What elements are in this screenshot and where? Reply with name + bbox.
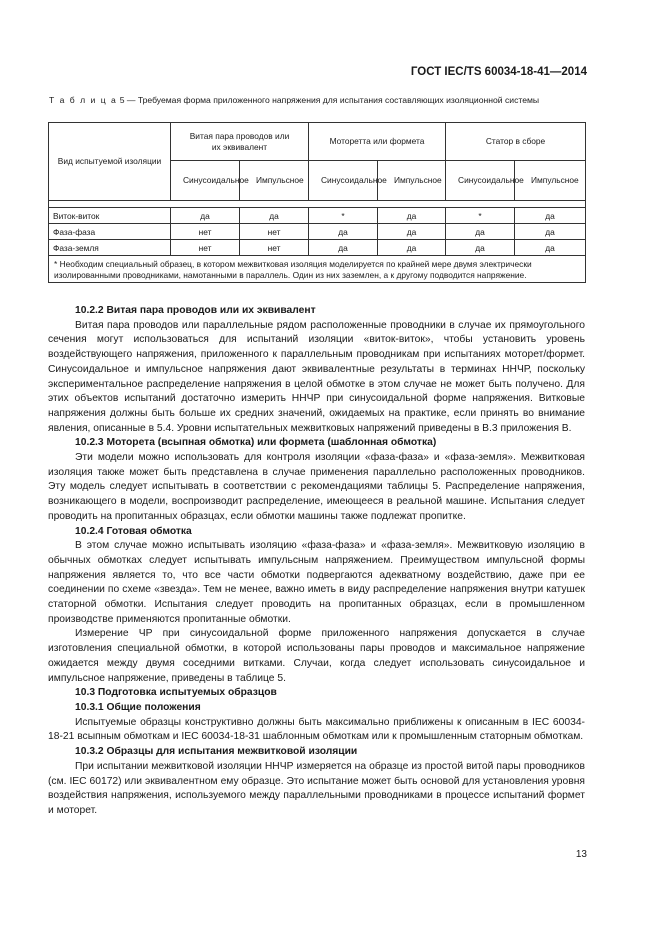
subheader: Синусоидальное — [446, 161, 515, 201]
table-cell: да — [378, 240, 446, 256]
section-heading: 10.2.4 Готовая обмотка — [75, 525, 192, 537]
table-cell: да — [309, 240, 378, 256]
section-heading: 10.3.1 Общие положения — [75, 701, 201, 713]
section-heading: 10.3 Подготовка испытуемых образцов — [75, 687, 277, 699]
voltage-form-table — [48, 122, 586, 283]
col-header-insulation: Вид испытуемой изоляции — [49, 123, 171, 201]
row-label: Фаза-земля — [49, 240, 171, 256]
table-footnote: * Необходим специальный образец, в котором межвитковая изоляция моделируется по крайней мере двумя электрически изолированными проводниками, намотанными в параллель. Один из них заземлен, а к другому подводится напряжение. — [49, 256, 586, 283]
subheader: Импульсное — [378, 161, 446, 201]
paragraph: При испытании межвитковой изоляции ННЧР измеряется на образце из простой витой пары проводников (см. IEC 60172) или эквивалентном ему образце. Это испытание может быть основой для установления уровня воздействия напряжения, используемого между параллельными проводниками в процессе испытаний формет и моторет. — [48, 760, 585, 816]
paragraph: Измерение ЧР при синусоидальной форме приложенного напряжения допускается в случае изготовления специальной обмотки, в которой использованы пары проводов и максимальное напряжение ожидается между двумя соседними витками. Случаи, когда следует использовать синусоидальное и импульсное напряжение, приведены в таблице 5. — [48, 628, 585, 684]
section-heading: 10.2.3 Моторета (всыпная обмотка) или формета (шаблонная обмотка) — [75, 437, 437, 449]
section-heading: 10.2.2 Витая пара проводов или их эквивалент — [75, 305, 316, 316]
section-heading: 10.3.2 Образцы для испытания межвитковой изоляции — [75, 746, 358, 758]
paragraph: Эти модели можно использовать для контроля изоляции «фаза-фаза» и «фаза-земля». Межвитковая изоляция также может быть представлена в случае применения параллельно расположенных проводников. Эту модель следует испытывать в соответствии с рекомендациями таблицы 5. Распределение напряжения, возникающего в модели, воспроизводит распределение, имеющееся в реальной машине. Испытания следует проводить на пропитанных образцах, если обмотки машины также подлежат пропитке. — [48, 452, 585, 522]
subheader: Синусоидальное — [171, 161, 240, 201]
table-cell: да — [515, 224, 586, 240]
table-cell: да — [515, 208, 586, 224]
subheader: Синусоидальное — [309, 161, 378, 201]
table-row — [49, 208, 586, 224]
subheader: Импульсное — [515, 161, 586, 201]
group-header-twisted-pair: Витая пара проводов или их эквивалент — [171, 123, 309, 161]
table-row — [49, 240, 586, 256]
table-cell: нет — [240, 240, 309, 256]
paragraph: Испытуемые образцы конструктивно должны быть максимально приближены к описанным в IEC 60034-18-21 всыпным обмоткам и IEC 60034-18-31 шаблонным обмоткам или к промышленным статорным обмоткам. — [48, 716, 585, 743]
group-header-motorette: Моторетта или формета — [309, 123, 446, 161]
table-cell: нет — [171, 240, 240, 256]
row-label: Виток-виток — [49, 208, 171, 224]
table-cell: да — [240, 208, 309, 224]
group-header-stator: Статор в сборе — [446, 123, 586, 161]
table-cell: да — [171, 208, 240, 224]
table-caption-text: 5 — Требуемая форма приложенного напряжения для испытания составляющих изоляционной системы — [119, 95, 540, 105]
table-caption-label: Т а б л и ц а — [49, 95, 118, 105]
paragraph: Витая пара проводов или параллельные рядом расположенные проводники в случае их прямоугольного сечения могут использоваться для испытаний изоляции «виток-виток», чтобы установить уровень воздействующего напряжения, приложенного к параллельным проводникам при испытаниях моторет/формет. Синусоидальное и импульсное напряжения дают эквивалентные результаты в терминах ННЧР, поскольку экспериментальное распределение напряжения в целой обмотке в этом случае не может быть получено. Для этих объектов испытаний достаточно измерить ННЧР при синусоидальной форме напряжения. Витковые напряжения должны быть больше их средних значений, ожидаемых на практике, если принять во внимание явления, описанные в 5.4. Уровни испытательных межвитковых напряжений приведены в В.3 приложения В. — [48, 319, 585, 434]
document-header: ГОСТ IEC/TS 60034-18-41—2014 — [410, 66, 587, 78]
table-cell: да — [309, 224, 378, 240]
table-cell: да — [515, 240, 586, 256]
table-cell: нет — [240, 224, 309, 240]
table-cell: да — [378, 224, 446, 240]
table-cell: * — [309, 208, 378, 224]
paragraph: В этом случае можно испытывать изоляцию «фаза-фаза» и «фаза-земля». Межвитковую изоляцию в обычных обмотках следует испытывать импульсным напряжением. Преимуществом импульсной формы напряжения является то, что все части обмотки подвергаются адекватному воздействию, даже при ее соединении по схеме «звезда». Тем не менее, важно иметь в виду распределение напряжения внутри катушек статорной обмотки. Испытания следует проводить на пропитанных образцах, если в промышленном производстве применяются пропитанные обмотки. — [48, 540, 585, 625]
table-caption — [49, 95, 589, 106]
body-text — [48, 304, 585, 819]
table-cell: * — [446, 208, 515, 224]
table-cell: да — [446, 224, 515, 240]
subheader: Импульсное — [240, 161, 309, 201]
row-label: Фаза-фаза — [49, 224, 171, 240]
table-cell: да — [378, 208, 446, 224]
table-cell: нет — [171, 224, 240, 240]
table-row — [49, 224, 586, 240]
table-cell: да — [446, 240, 515, 256]
page-number: 13 — [575, 849, 587, 860]
